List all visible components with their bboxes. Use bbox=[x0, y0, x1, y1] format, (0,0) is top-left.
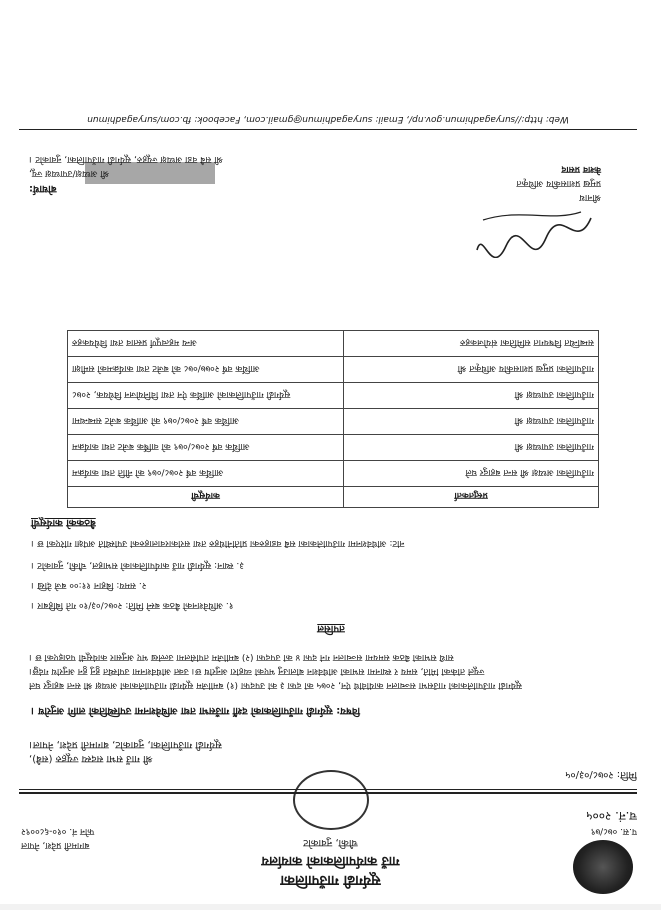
footer-rule bbox=[19, 129, 637, 130]
office-address: बागमती प्रदेश, नेपाल bbox=[21, 840, 90, 850]
agenda-item-cell: आर्थिक वर्ष २०७८/०७९ को वार्षिक बजेट तथा कार्यक्रम bbox=[68, 435, 344, 461]
agenda-row bbox=[68, 409, 599, 435]
agenda-item-cell: अन्य महत्वपूर्ण प्रस्ताव तथा विधेयकहरु bbox=[68, 331, 344, 357]
office-location: चौकी, नुवाकोट bbox=[303, 837, 358, 848]
office-seal-stamp bbox=[293, 770, 369, 830]
cc-line1: श्री अध्यक्ष/उपाध्यक्ष ज्यू, bbox=[29, 168, 110, 178]
tapsil-heading: तपसिल bbox=[317, 623, 345, 634]
body-line1: सूर्यगढी गाउँपालिकाको गाउँसभा सञ्चालन कार्यविधि ऐन, २०७५ को दफा ३ को उपदफा (१) बमोजिम सूर्यगढी गाउँपालिकाको अध्यक्ष श्री सन्त बहादुर घले bbox=[29, 680, 523, 690]
agenda-table-header bbox=[68, 487, 599, 508]
agenda-item-cell: आर्थिक वर्ष २०७८/०७९ को आर्थिक बजेट सम्बन्धमा bbox=[68, 409, 344, 435]
header-rule-thin bbox=[19, 789, 637, 790]
signatory-name: केशव प्रसाद bbox=[561, 164, 601, 174]
agenda-row bbox=[68, 461, 599, 487]
tapsil-item-3: ३. स्थान: सूर्यगढी गाउँ कार्यपालिकाको सभाहल, चौकी, नुवाकोट । bbox=[31, 560, 244, 570]
agenda-row bbox=[68, 435, 599, 461]
agenda-presenter-cell: गाउँपालिका उपाध्यक्ष श्री bbox=[344, 383, 599, 409]
agenda-title: बैठकको कार्यसूची bbox=[31, 517, 96, 528]
agenda-row bbox=[68, 357, 599, 383]
office-name: गाउँ कार्यपालिकाको कार्यालय bbox=[261, 853, 400, 868]
agenda-item-cell: आर्थिक वर्ष २०७८/०७९ को नीति तथा कार्यक्रम bbox=[68, 461, 344, 487]
cc-line2: श्री सबै वडा अध्यक्ष ज्यूहरु, सूर्यगढी गाउँपालिका, नुवाकोट । bbox=[29, 154, 223, 164]
agenda-presenter-cell: गाउँपालिका प्रमुख प्रशासकीय अधिकृत श्री bbox=[344, 357, 599, 383]
agenda-presenter-cell: गाउँपालिका उपाध्यक्ष श्री bbox=[344, 409, 599, 435]
tapsil-item-1: १. अधिवेशनको बैठक बस्ने मिति: २०७८/०३/१० गते बिहिबार । bbox=[31, 600, 234, 610]
signature-scribble bbox=[471, 202, 601, 258]
tapsil-note: नोट: अधिवेशनमा गाउँपालिकाका सबै वडाहरुका प्रतिनिधिहरु तथा सरोकारवालाहरुको उपस्थिति अपेक्षा गरिएको छ । bbox=[31, 538, 405, 548]
signed-label: श्रीनाथ bbox=[579, 192, 601, 202]
agenda-column-header: कार्यसूची bbox=[68, 487, 344, 508]
letter-subject: विषय: सूर्यगढी गाउँपालिकाको दशौं गाउँसभा तथा अधिवेशनमा उपस्थितिको लागि अनुरोध । bbox=[31, 705, 360, 716]
footer-contact: Web: http://suryagadhimun.gov.np/, Email: suryagadhimun@gmail.com, Facebook: fb.com/suryagadhimun bbox=[87, 114, 569, 124]
body-line2: ज्यूले तोकेको मिति, समय र स्थानमा सभाको अधिवेशन बोलाउनु भएको व्यहोरा अनुरोध छ। उक्त अधिवेशनमा उपस्थित हुनु हुन अनुरोध गर्दछु। bbox=[29, 666, 485, 676]
presenter-column-header: प्रस्तुतकर्ता bbox=[344, 487, 599, 508]
tapsil-item-2: २. समय: बिहान ११:०० बजे देखि । bbox=[31, 580, 147, 590]
addressee-line1: श्री गाउँ सभा सदस्य ज्यूहरु (सबै), bbox=[29, 753, 153, 764]
ref-chalani: च.नं. २००५ bbox=[586, 809, 637, 823]
agenda-presenter-cell: गाउँपालिका अध्यक्ष श्री सन्त बहादुर घले bbox=[344, 461, 599, 487]
signatory-role: प्रमुख प्रशासकीय अधिकृत bbox=[516, 178, 601, 188]
header-rule bbox=[19, 792, 637, 794]
agenda-row bbox=[68, 383, 599, 409]
cc-title: बोधार्थ: bbox=[29, 183, 57, 194]
agenda-presenter-cell: गाउँपालिका उपाध्यक्ष श्री bbox=[344, 435, 599, 461]
agenda-table bbox=[67, 330, 599, 508]
office-phone: फोन नं. ०१०-६८००९२ bbox=[21, 826, 95, 836]
agenda-presenter-cell: सम्बन्धित विषयगत समितिका संयोजकहरु bbox=[344, 331, 599, 357]
body-line3: साथै सभाको बैठक समयमा सञ्चालन गर्न दफा ४ को उपदफा (२) बमोजिम तपसिलमा उल्लेख भए अनुसार कार्यसूची पठाइएको छ । bbox=[29, 652, 454, 662]
ref-patra: प.स. ०७८/७९ bbox=[590, 826, 637, 836]
agenda-item-cell: आर्थिक वर्ष २०७७/०७८ को बजेट तथा कार्यक्रमको समीक्षा bbox=[68, 357, 344, 383]
nepal-emblem-icon bbox=[573, 840, 633, 894]
addressee-line2: सूर्यगढी गाउँपालिका, नुवाकोट, बागमती प्रदेश, नेपाल। bbox=[29, 739, 222, 750]
scan-edge bbox=[0, 904, 661, 910]
org-name: सूर्यगढी गाउँपालिका bbox=[280, 872, 381, 888]
agenda-item-cell: सूर्यगढी गाउँपालिकाको आर्थिक ऐन तथा विनियोजन विधेयक, २०७८ bbox=[68, 383, 344, 409]
letter-date: मिति: २०७८/०३/०५ bbox=[565, 769, 637, 780]
agenda-row bbox=[68, 331, 599, 357]
